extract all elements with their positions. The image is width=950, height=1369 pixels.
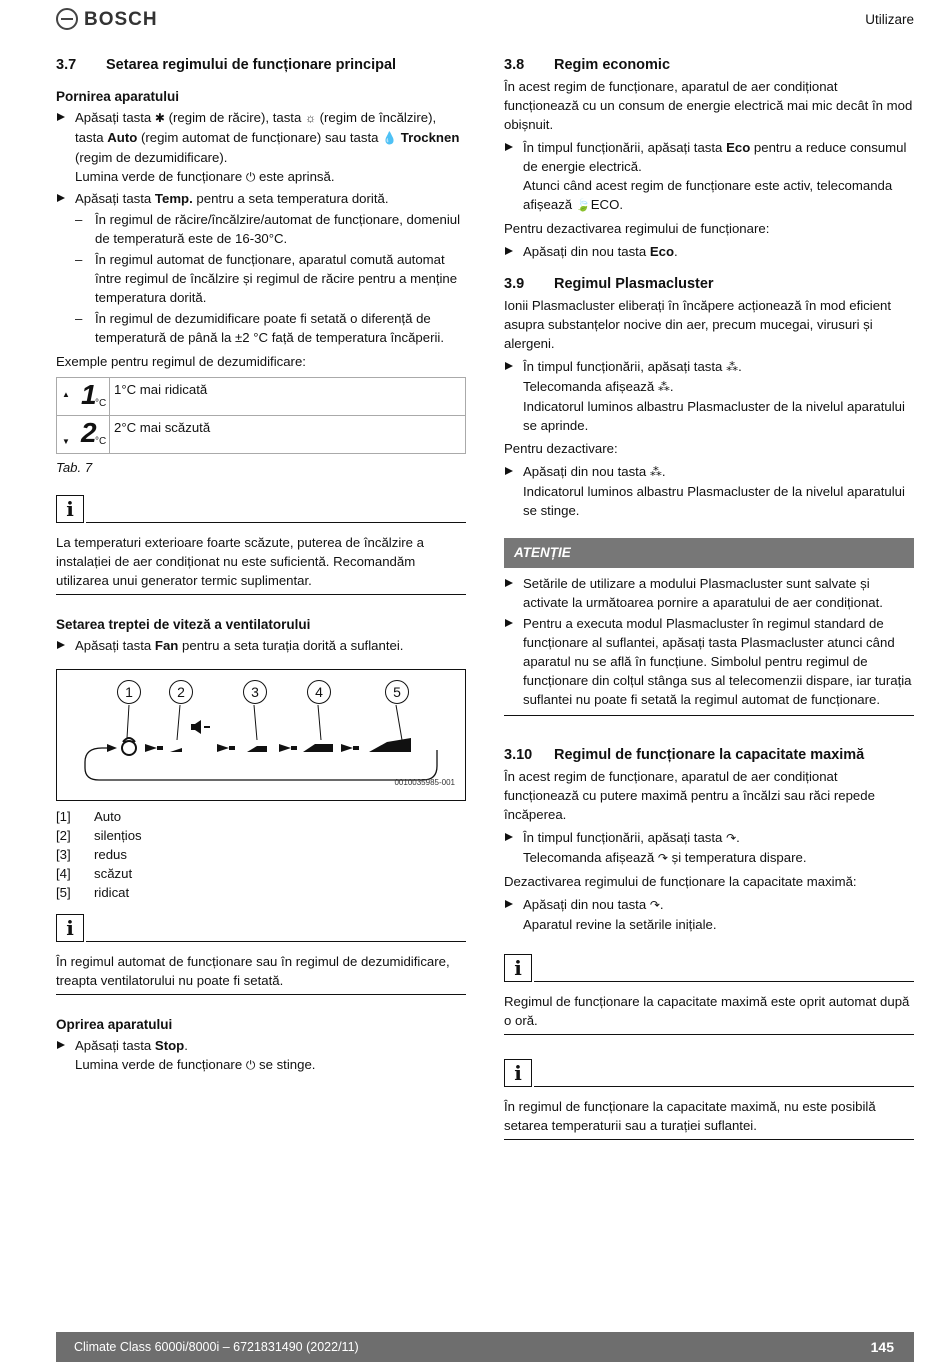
start-subtitle: Pornirea aparatului <box>56 89 180 104</box>
right-column: 3.8 Regim economic În acest regim de funcționare, aparatul de aer condiționat funcționează cu un consum de energie electrică mai mic decât în mod obișnuit. În timpul funcționării, apăsați tasta Eco pentru a reduce consumul de energie electrică. Atunci când acest regim de funcționare este activ, telecomanda afișează 🍃ECO. Pentru dezactivarea regimului de funcționare: Apăsați din nou tasta Eco. 3.9 Regimul Plasmacluster Ionii Plasmacluster eliberați în încăpere acționează în mod eficient asupra substanțelor nocive din aer, precum mucegai, virusuri și alergeni. În timpul funcționării, apăsați tasta ⁂. Telecomanda afișează ⁂. Indicatorul luminos albastru Plasmacluster de la nivelul aparatului se aprinde. Pentru dezactivare: Apăsați din nou tasta ⁂. Indicatorul luminos albastru Plasmacluster de la nivelul aparatului se stinge. ATENȚIE Setările de utilizare a modului Plasmacluster sunt salvate și activate la următoarea pornire a aparatului de aer condiționat. Pentru a executa modul Plasmacluster în regimul standard de funcționare al suflantei, apăsați tasta Plasmacluster atunci când aparatul nu se află în funcțiune. Simbolul pentru regimul de funcționare din colțul stânga sus al telecomenzii dispare, iar turația suflantei nu poate fi setată la regimul automat de funcționare. 3.10 Regimul de funcționare la capacitate maximă În acest regim de funcționare, aparatul de aer condiționat funcționează cu putere maximă pentru a încălzi sau răci repede încăperea. În timpul funcționării, apăsați tasta ↷. Telecomanda afișează ↷ și temperatura dispare. Dezactivarea regimului de funcționare la capacitate maximă: Apăsați din nou tasta ↷. Aparatul revine la setările inițiale. i Regimul de funcționare la capacitate maximă este oprit automat după o oră. i În regimul de funcționare la capacitate maximă, nu este posibilă setarea temperaturii sau a turației suflantei. <box>504 56 914 1140</box>
powerful-mode-icon: ↷ <box>726 831 737 845</box>
info-note: i În regimul de funcționare la capacitate maximă, nu este posibilă setarea temperaturii sau a turației suflantei. <box>504 1059 914 1140</box>
warning-banner: ATENȚIE <box>504 538 914 568</box>
list-item: [3] redus <box>56 847 127 862</box>
plasmacluster-icon: ⁂ <box>657 380 670 394</box>
arrow-down-icon: ▼ <box>62 437 70 446</box>
info-note: i La temperaturi exterioare foarte scăzute, puterea de încălzire a instalației de aer condiționat nu este suficientă. Recomandăm utilizarea unui generator termic suplimentar. <box>56 495 466 595</box>
power-icon: ⏻ <box>245 170 256 184</box>
table-cell: 1°C mai ridicată <box>110 378 466 416</box>
table-row: ▲ 1 °C 1°C mai ridicată <box>57 378 466 416</box>
list-item: [4] scăzut <box>56 866 133 881</box>
start-step-2: Apăsați tasta Temp. pentru a seta temperatura dorită. <box>56 189 466 208</box>
powerful-mode-icon: ↷ <box>657 851 668 865</box>
table-cell: 2°C mai scăzută <box>110 416 466 454</box>
list-item: [2] silențios <box>56 828 142 843</box>
display-digit: 1 <box>81 379 97 410</box>
page-header <box>56 6 914 36</box>
callout-1: 1 <box>117 680 141 704</box>
heading-3-8: 3.8 Regim economic <box>504 57 671 73</box>
auto-fan-icon <box>122 738 136 755</box>
max-step-2: Apăsați din nou tasta ↷. Aparatul revine la setările inițiale. <box>504 895 914 934</box>
examples-intro: Exemple pentru regimul de dezumidificare: <box>56 354 306 369</box>
display-digit: 2 <box>81 417 97 448</box>
info-icon: i <box>504 954 532 982</box>
stop-step: Apăsați tasta Stop. Lumina verde de funcționare ⏻ se stinge. <box>56 1036 466 1075</box>
section-label: Utilizare <box>865 12 914 27</box>
cooling-snowflake-icon: ✱ <box>154 111 165 125</box>
fan-speed-figure <box>56 669 466 801</box>
plasma-step-2: Apăsați din nou tasta ⁂. Indicatorul luminos albastru Plasmacluster de la nivelul aparatului se stinge. <box>504 462 914 520</box>
eco-step-2: Apăsați din nou tasta Eco. <box>504 242 914 261</box>
plasmacluster-icon: ⁂ <box>649 465 662 479</box>
start-step-1: Apăsați tasta ✱ (regim de răcire), tasta ☼ (regim de încălzire), tasta Auto (regim automat de funcționare) sau tasta 💧 Trocknen (regim de dezumidificare). Lumina verde de funcționare ⏻ este aprinsă. <box>56 108 466 187</box>
fan-subtitle: Setarea treptei de viteză a ventilatorului <box>56 617 311 632</box>
info-note: i Regimul de funcționare la capacitate maximă este oprit automat după o oră. <box>504 954 914 1035</box>
info-icon: i <box>504 1059 532 1087</box>
power-icon: ⏻ <box>245 1058 256 1072</box>
info-icon: i <box>56 914 84 942</box>
info-note: i În regimul automat de funcționare sau în regimul de dezumidificare, treapta ventilatorului nu poate fi setată. <box>56 914 466 995</box>
dehumidify-example-table <box>56 377 466 454</box>
heading-3-7: 3.7 Setarea regimului de funcționare principal <box>56 57 397 73</box>
page-footer <box>56 1332 914 1362</box>
temp-note-1: – În regimul de răcire/încălzire/automat de funcționare, domeniul de temperatură este de 16-30°C. <box>56 210 466 248</box>
arrow-up-icon: ▲ <box>62 390 70 399</box>
heating-sun-icon: ☼ <box>304 111 316 125</box>
stop-subtitle: Oprirea aparatului <box>56 1017 173 1032</box>
callout-3: 3 <box>243 680 267 704</box>
table-row: ▼ 2 °C 2°C mai scăzută <box>57 416 466 454</box>
max-step-1: În timpul funcționării, apăsați tasta ↷. Telecomanda afișează ↷ și temperatura dispare. <box>504 828 914 868</box>
figure-code: 0010035985-001 <box>394 778 455 787</box>
heading-3-10: 3.10 Regimul de funcționare la capacitate maximă <box>504 747 865 763</box>
figure-legend <box>56 807 466 902</box>
list-item: [5] ridicat <box>56 885 130 900</box>
page-number: 145 <box>870 1339 894 1355</box>
plasmacluster-icon: ⁂ <box>726 360 739 374</box>
dehumidify-drop-icon: 💧 <box>382 131 398 145</box>
powerful-mode-icon: ↷ <box>649 898 660 912</box>
callout-2: 2 <box>169 680 193 704</box>
bosch-logo: BOSCH <box>56 8 158 30</box>
warning-body: Setările de utilizare a modului Plasmacluster sunt salvate și activate la următoarea pornire a aparatului de aer condiționat. Pentru a executa modul Plasmacluster în regimul standard de funcționare al suflantei, apăsați tasta Plasmacluster atunci când aparatul nu se află în funcțiune. Simbolul pentru regimul de funcționare din colțul stânga sus al telecomenzii dispare, iar turația suflantei nu poate fi setată la regimul automat de funcționare. <box>504 568 914 716</box>
leaf-icon: 🍃 <box>575 198 591 212</box>
fan-step: Apăsați tasta Fan pentru a seta turația dorită a suflantei. <box>56 636 466 655</box>
left-column <box>56 56 466 1077</box>
eco-step-1: În timpul funcționării, apăsați tasta Eco pentru a reduce consumul de energie electrică. Atunci când acest regim de funcționare este activ, telecomanda afișează 🍃ECO. <box>504 138 914 215</box>
callout-5: 5 <box>385 680 409 704</box>
heading-3-9: 3.9 Regimul Plasmacluster <box>504 276 714 292</box>
list-item: [1] Auto <box>56 809 122 824</box>
plasma-step-1: În timpul funcționării, apăsați tasta ⁂. Telecomanda afișează ⁂. Indicatorul luminos albastru Plasmacluster de la nivelul aparatului se aprinde. <box>504 357 914 435</box>
document-id: Climate Class 6000i/8000i – 6721831490 (2022/11) <box>74 1340 359 1354</box>
temp-note-2: – În regimul automat de funcționare, aparatul comută automat între regimul de încălzire și regimul de răcire pentru a menține temperatura dorită. <box>56 250 466 307</box>
callout-4: 4 <box>307 680 331 704</box>
temp-note-3: – În regimul de dezumidificare poate fi setată o diferență de temperatură de până la ±2 °C față de temperatura încăperii. <box>56 309 466 347</box>
info-icon: i <box>56 495 84 523</box>
bosch-armature-icon <box>56 8 78 30</box>
table-caption: Tab. 7 <box>56 460 93 475</box>
